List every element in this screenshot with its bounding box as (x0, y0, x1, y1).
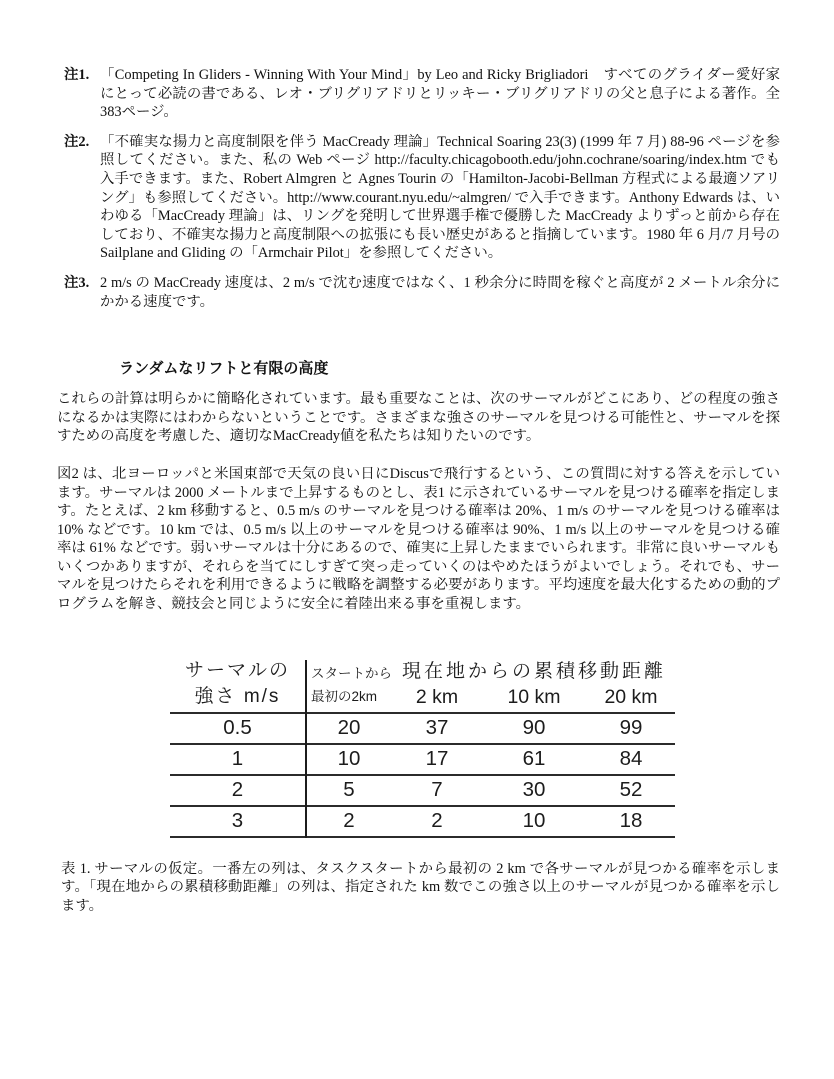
cell-20km: 99 (619, 716, 643, 740)
header-thermal-strength (170, 658, 305, 712)
table-row (170, 714, 675, 745)
header-first-2km-line2: 最初の2km (311, 688, 378, 704)
cell-2km: 37 (425, 716, 449, 740)
cell-10km: 30 (522, 778, 546, 802)
table-row (170, 807, 675, 838)
subheader-20km: 20 km (604, 685, 658, 708)
cell-10km: 10 (522, 809, 546, 833)
footnote-3-label: 注3. (64, 274, 90, 291)
cell-10km: 90 (522, 716, 546, 740)
header-thermal-strength-line1: サーマルの (184, 659, 290, 681)
cell-20km: 18 (619, 809, 643, 833)
section-heading: ランダムなリフトと有限の高度 (119, 361, 329, 378)
footnote-2-text: 「不確実な揚力と高度制限を伴う MacCready 理論」Technical Soaring 23(3) (1999 年 7 月) 88-96 ページを参照してください。また、私の Web ページ http://faculty.chicagobooth.edu/john.cochrane/soaring/index.htm でも入手できます。また、Robert Almgren と Agnes Tourin の「Hamilton-Jacobi-Bellman 方程式による最適ソアリング」も参照してください。http://www.courant.nyu.edu/~almgren/ で入手できます。Anthony Edwards は、いわゆる「MacCready 理論」は、リングを発明して世界選手権で優勝した MacCready よりずっと前から存在しており、不確実な揚力と高度制限への拡張にも長い歴史があると指摘しています。1980 年 6 月/7 月号の Sailplane and Gliding の「Armchair Pilot」を参照してください。 (100, 133, 780, 262)
table-row (170, 776, 675, 807)
cell-first2km: 2 (343, 809, 355, 833)
header-first-2km (305, 662, 393, 712)
footnote-3-text: 2 m/s の MacCready 速度は、2 m/s で沈む速度ではなく、1 秒余分に時間を稼ぐと高度が 2 メートル余分にかかる速度です。 (100, 274, 780, 310)
cell-20km: 84 (619, 747, 643, 771)
footnote-2-label: 注2. (64, 133, 90, 150)
cell-2km: 17 (425, 747, 449, 771)
header-thermal-strength-line2: 強さ m/s (194, 685, 281, 707)
subheader-10km: 10 km (507, 685, 561, 708)
footnote-1-text: 「Competing In Gliders - Winning With Your Mind」by Leo and Ricky Brigliadori すべてのグライダー愛好家にとって必読の書である、レオ・ブリグリアドリとリッキー・ブリグリアドリの父と息子による著作。全383ページ。 (100, 67, 780, 121)
cell-strength: 0.5 (223, 716, 252, 740)
cell-first2km: 20 (337, 716, 361, 740)
paragraph-1: これらの計算は明らかに簡略化されています。最も重要なことは、次のサーマルがどこにあり、どの程度の強さになるかは実際にはわからないということです。さまざまな強さのサーマルを見つける可能性と、サーマルを探すための高度を考慮した、適切なMacCready値を私たちは知りたいのです。 (57, 391, 780, 445)
paragraph-2: 図2 は、北ヨーロッパと米国東部で天気の良い日にDiscusで飛行するという、この質問に対する答えを示しています。サーマルは 2000 メートルまで上昇するものとし、表1 に示されているサーマルを見つける確率を指定します。たとえば、2 km 移動すると、0.5 m/s のサーマルを見つける確率は 20%、1 m/s のサーマルを見つける確率は 10% などです。10 km では、0.5 m/s 以上のサーマルを見つける確率は 90%、1 m/s 以上のサーマルを見つける確率は 61% などです。弱いサーマルは十分にあるので、確実に上昇したままでいられます。非常に良いサーマルもいくつかありますが、それらを当てにしすぎて突っ走っていくのはやめたほうがよいでしょう。それでも、サーマルを見つけたらそれを利用できるように戦略を調整する必要があります。平均速度を最大化するための動的プログラムを解き、競技会と同じように安全に着陸出来る事を重視します。 (57, 465, 780, 613)
table-caption: 表 1. サーマルの仮定。一番左の列は、タスクスタートから最初の 2 km で各サーマルが見つかる確率を示します。「現在地からの累積移動距離」の列は、指定された km 数でこの強さ以上のサーマルが見つかる確率を示します。 (61, 860, 780, 914)
cell-first2km: 10 (337, 747, 361, 771)
cell-10km: 61 (522, 747, 546, 771)
table-column-divider (305, 660, 307, 838)
footnotes-section (57, 66, 780, 311)
footnote-1 (57, 66, 780, 122)
cell-2km: 2 (431, 809, 443, 833)
table-1-figure (170, 658, 675, 838)
cell-strength: 3 (231, 809, 244, 833)
footnote-1-label: 注1. (64, 67, 90, 83)
cell-strength: 2 (231, 778, 244, 802)
cell-first2km: 5 (343, 778, 355, 802)
cell-20km: 52 (619, 778, 643, 802)
footnote-2 (57, 133, 780, 263)
header-cumulative-distance: 現在地からの累積移動距離 (401, 660, 666, 682)
cell-2km: 7 (431, 778, 443, 802)
table-1-header (170, 658, 675, 714)
cell-strength: 1 (231, 747, 244, 771)
header-first-2km-line1: スタートから (311, 665, 392, 681)
subheader-2km: 2 km (415, 685, 459, 708)
table-row (170, 745, 675, 776)
footnote-3 (57, 274, 780, 311)
